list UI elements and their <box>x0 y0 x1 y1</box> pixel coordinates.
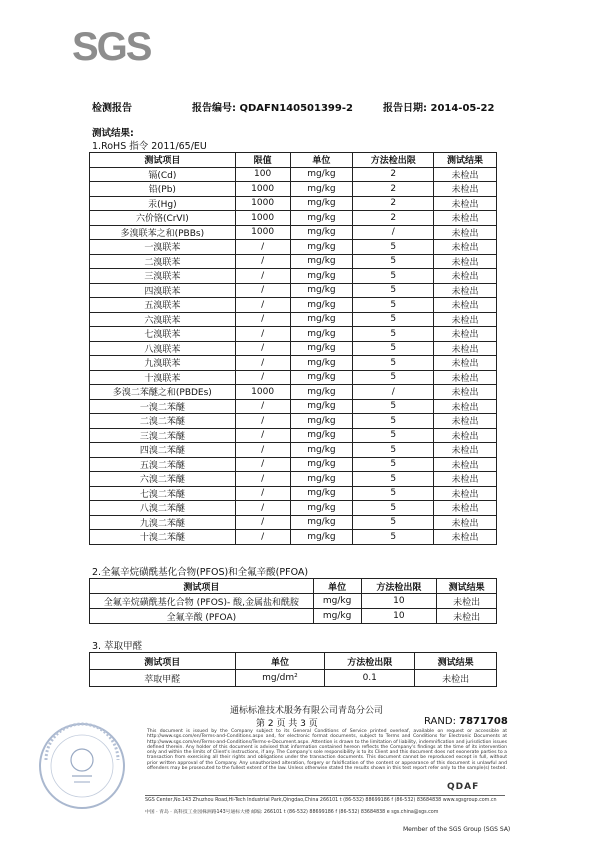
table-cell: mg/kg <box>290 269 353 284</box>
table-row <box>90 196 497 211</box>
table-row <box>90 414 497 429</box>
table-cell: 十溴联苯 <box>90 370 236 385</box>
table-cell: / <box>235 486 290 501</box>
table-cell: / <box>235 501 290 516</box>
table-cell: 未检出 <box>434 327 497 342</box>
table-cell: mg/kg <box>290 283 353 298</box>
table-cell: mg/kg <box>290 225 353 240</box>
section3-title: 3. 萃取甲醛 <box>92 641 143 652</box>
table-cell: 六溴联苯 <box>90 312 236 327</box>
table-cell: mg/kg <box>290 327 353 342</box>
table-cell: 未检出 <box>434 399 497 414</box>
table-cell: 四溴联苯 <box>90 283 236 298</box>
table-cell: 未检出 <box>434 414 497 429</box>
table-row <box>90 594 497 609</box>
table-cell: 未检出 <box>434 370 497 385</box>
rand-value: 7871708 <box>459 716 508 727</box>
table-cell: 5 <box>353 356 434 371</box>
column-header: 方法检出限 <box>325 653 415 670</box>
table-cell: 未检出 <box>434 457 497 472</box>
table-cell: 0.1 <box>325 670 415 687</box>
table-cell: 未检出 <box>434 225 497 240</box>
table-cell: 一溴联苯 <box>90 240 236 255</box>
table-cell: 五溴联苯 <box>90 298 236 313</box>
table-cell: / <box>235 341 290 356</box>
table-cell: 5 <box>353 327 434 342</box>
table-cell: 多溴联苯之和(PBBs) <box>90 225 236 240</box>
table-cell: 未检出 <box>434 254 497 269</box>
table-cell: mg/kg <box>313 609 361 624</box>
table-cell: 2 <box>353 167 434 182</box>
table-cell: 1000 <box>235 225 290 240</box>
table-cell: 未检出 <box>434 211 497 226</box>
table-cell: 未检出 <box>434 312 497 327</box>
table-row <box>90 312 497 327</box>
table-cell: mg/kg <box>290 486 353 501</box>
table-cell: 萃取甲醛 <box>90 670 236 687</box>
table-cell: 5 <box>353 530 434 545</box>
formaldehyde-table <box>89 652 497 687</box>
table-cell: mg/kg <box>290 370 353 385</box>
table-row <box>90 472 497 487</box>
table-cell: 1000 <box>235 182 290 197</box>
table-cell: mg/kg <box>290 341 353 356</box>
table-cell: 未检出 <box>434 356 497 371</box>
column-header: 方法检出限 <box>361 579 437 594</box>
table-header-row <box>90 153 497 168</box>
table-row <box>90 609 497 624</box>
table-row <box>90 356 497 371</box>
table-cell: / <box>353 225 434 240</box>
results-title: 测试结果: <box>92 128 134 139</box>
table-header-row <box>90 653 497 670</box>
legal-disclaimer: This document is issued by the Company subject to its General Conditions of Service printed overleaf, available on request or accessible at http://www.sgs.com/en/Terms-and-Conditions.aspx and, for electronic format documents, subject to Terms and Conditions for Electronic Documents at http://www.sgs.com/en/Terms-and-Conditions/Terms-e-Document.aspx. Attention is drawn to the limitation of liability, indemnification and jurisdiction issues defined therein. Any holder of this document is advised that information contained hereon reflects the Company's findings at the time of its intervention only and within the limits of Client's instructions, if any. The Company's sole responsibility is to its Client and this document does not exonerate parties to a transaction from exercising all their rights and obligations under the transaction documents. This document cannot be reproduced except in full, without prior written approval of the Company. Any unauthorized alteration, forgery or falsification of the content or appearance of this document is unlawful and offenders may be prosecuted to the fullest extent of the law. Unless otherwise stated the results shown in this test report refer only to the sample(s) tested. <box>147 729 507 772</box>
sgs-logo: SGS <box>72 25 151 69</box>
table-cell: / <box>235 370 290 385</box>
table-cell: 未检出 <box>415 670 497 687</box>
table-cell: 2 <box>353 196 434 211</box>
column-header: 单位 <box>235 653 325 670</box>
table-cell: 汞(Hg) <box>90 196 236 211</box>
table-cell: mg/kg <box>290 298 353 313</box>
column-header: 测试结果 <box>415 653 497 670</box>
table-cell: 未检出 <box>434 182 497 197</box>
table-cell: 5 <box>353 341 434 356</box>
table-cell: 5 <box>353 443 434 458</box>
column-header: 单位 <box>313 579 361 594</box>
document-label: 检测报告 <box>92 103 132 114</box>
sgs-group-member: Member of the SGS Group (SGS SA) <box>403 826 511 833</box>
table-cell: / <box>235 399 290 414</box>
table-cell: / <box>235 283 290 298</box>
table-cell: 三溴联苯 <box>90 269 236 284</box>
rohs-table <box>89 152 497 545</box>
column-header: 测试项目 <box>90 653 236 670</box>
table-row <box>90 167 497 182</box>
table-row <box>90 486 497 501</box>
table-cell: 未检出 <box>434 443 497 458</box>
table-cell: 未检出 <box>437 594 497 609</box>
company-name: 通标标准技术服务有限公司青岛分公司 <box>230 706 384 716</box>
table-cell: 未检出 <box>434 486 497 501</box>
table-row <box>90 211 497 226</box>
table-cell: / <box>235 356 290 371</box>
table-cell: mg/kg <box>290 443 353 458</box>
table-row <box>90 457 497 472</box>
table-cell: 10 <box>361 594 437 609</box>
table-cell: 未检出 <box>434 385 497 400</box>
column-header: 测试结果 <box>434 153 497 168</box>
table-cell: 五溴二苯醚 <box>90 457 236 472</box>
table-cell: 未检出 <box>434 167 497 182</box>
table-row <box>90 283 497 298</box>
column-header: 方法检出限 <box>353 153 434 168</box>
report-date: 报告日期: 2014-05-22 <box>383 103 495 114</box>
table-cell: 铅(Pb) <box>90 182 236 197</box>
table-cell: 5 <box>353 399 434 414</box>
table-cell: / <box>235 254 290 269</box>
table-row <box>90 254 497 269</box>
table-cell: 二溴联苯 <box>90 254 236 269</box>
table-row <box>90 182 497 197</box>
table-cell: mg/kg <box>290 196 353 211</box>
table-cell: 一溴二苯醚 <box>90 399 236 414</box>
table-cell: mg/kg <box>290 167 353 182</box>
table-cell: mg/kg <box>290 472 353 487</box>
table-cell: 多溴二苯醚之和(PBDEs) <box>90 385 236 400</box>
table-cell: 5 <box>353 501 434 516</box>
table-cell: 全氟辛酸 (PFOA) <box>90 609 314 624</box>
company-seal-stamp <box>36 720 128 812</box>
table-row <box>90 341 497 356</box>
table-cell: / <box>235 327 290 342</box>
column-header: 测试项目 <box>90 153 236 168</box>
table-cell: mg/kg <box>290 356 353 371</box>
table-row <box>90 298 497 313</box>
table-cell: 5 <box>353 414 434 429</box>
table-cell: 九溴联苯 <box>90 356 236 371</box>
rand-label: RAND: <box>424 716 456 727</box>
table-cell: 1000 <box>235 211 290 226</box>
table-cell: mg/kg <box>290 428 353 443</box>
table-cell: / <box>235 515 290 530</box>
table-cell: 六溴二苯醚 <box>90 472 236 487</box>
table-row <box>90 370 497 385</box>
footer-divider <box>145 795 505 796</box>
table-cell: / <box>235 472 290 487</box>
table-row <box>90 443 497 458</box>
table-cell: 二溴二苯醚 <box>90 414 236 429</box>
table-cell: mg/dm² <box>235 670 325 687</box>
table-cell: mg/kg <box>290 530 353 545</box>
column-header: 测试项目 <box>90 579 314 594</box>
table-cell: / <box>235 312 290 327</box>
table-row <box>90 399 497 414</box>
table-cell: / <box>235 414 290 429</box>
table-cell: / <box>235 240 290 255</box>
report-number: 报告编号: QDAFN140501399-2 <box>192 103 353 114</box>
table-cell: / <box>235 530 290 545</box>
table-cell: 5 <box>353 240 434 255</box>
column-header: 单位 <box>290 153 353 168</box>
table-cell: / <box>235 269 290 284</box>
table-cell: 5 <box>353 370 434 385</box>
table-cell: 未检出 <box>434 196 497 211</box>
table-cell: mg/kg <box>290 457 353 472</box>
table-cell: 未检出 <box>434 283 497 298</box>
pfos-table <box>89 578 497 624</box>
table-cell: 三溴二苯醚 <box>90 428 236 443</box>
table-cell: 5 <box>353 515 434 530</box>
table-cell: mg/kg <box>290 515 353 530</box>
table-cell: 未检出 <box>434 240 497 255</box>
table-cell: / <box>235 443 290 458</box>
table-cell: mg/kg <box>290 240 353 255</box>
table-cell: 四溴二苯醚 <box>90 443 236 458</box>
table-row <box>90 240 497 255</box>
table-cell: 5 <box>353 472 434 487</box>
qdaf-code: QDAF <box>447 782 480 792</box>
table-row <box>90 428 497 443</box>
table-cell: 未检出 <box>434 428 497 443</box>
table-row <box>90 327 497 342</box>
table-cell: 1000 <box>235 196 290 211</box>
table-row <box>90 501 497 516</box>
section1-title: 1.RoHS 指令 2011/65/EU <box>92 141 207 152</box>
table-cell: / <box>353 385 434 400</box>
table-cell: mg/kg <box>290 414 353 429</box>
table-cell: 七溴二苯醚 <box>90 486 236 501</box>
table-cell: 2 <box>353 211 434 226</box>
table-row <box>90 385 497 400</box>
table-cell: 未检出 <box>437 609 497 624</box>
table-cell: mg/kg <box>290 211 353 226</box>
table-cell: mg/kg <box>290 254 353 269</box>
table-cell: mg/kg <box>290 399 353 414</box>
table-cell: 5 <box>353 283 434 298</box>
table-cell: 未检出 <box>434 341 497 356</box>
table-cell: 镉(Cd) <box>90 167 236 182</box>
table-cell: mg/kg <box>313 594 361 609</box>
table-cell: 未检出 <box>434 515 497 530</box>
table-cell: 5 <box>353 298 434 313</box>
table-cell: 八溴二苯醚 <box>90 501 236 516</box>
table-row <box>90 670 497 687</box>
table-cell: 十溴二苯醚 <box>90 530 236 545</box>
column-header: 测试结果 <box>437 579 497 594</box>
table-cell: 未检出 <box>434 298 497 313</box>
table-cell: mg/kg <box>290 501 353 516</box>
table-cell: / <box>235 428 290 443</box>
table-cell: 5 <box>353 486 434 501</box>
table-cell: 九溴二苯醚 <box>90 515 236 530</box>
table-cell: 5 <box>353 312 434 327</box>
table-cell: 六价铬(CrVI) <box>90 211 236 226</box>
table-cell: / <box>235 457 290 472</box>
table-row <box>90 515 497 530</box>
section2-title: 2.全氟辛烷磺酰基化合物(PFOS)和全氟辛酸(PFOA) <box>92 567 309 578</box>
table-header-row <box>90 579 497 594</box>
table-cell: mg/kg <box>290 312 353 327</box>
table-cell: mg/kg <box>290 385 353 400</box>
rand-code <box>424 716 508 727</box>
table-cell: 全氟辛烷磺酰基化合物 (PFOS)- 酸,金属盐和酰胺 <box>90 594 314 609</box>
contact-line-chinese: 中国 · 青岛 · 高科技工业园株洲路143号通标大楼 邮编: 266101 t (86-532) 88699186 f (86-532) 83684838 e sgs.china@sgs.com <box>145 810 439 815</box>
table-cell: 5 <box>353 428 434 443</box>
table-cell: 未检出 <box>434 269 497 284</box>
column-header: 限值 <box>235 153 290 168</box>
table-cell: 七溴联苯 <box>90 327 236 342</box>
table-cell: mg/kg <box>290 182 353 197</box>
table-cell: 未检出 <box>434 501 497 516</box>
table-row <box>90 269 497 284</box>
table-cell: 2 <box>353 182 434 197</box>
table-cell: 未检出 <box>434 472 497 487</box>
contact-line-english: SGS Center,No.143 Zhuzhou Road,Hi-Tech Industrial Park,Qingdao,China 266101 t (86-532) 88699186 f (86-532) 83684838 www.sgsgroup.com.cn <box>145 798 497 803</box>
table-row <box>90 225 497 240</box>
table-cell: 八溴联苯 <box>90 341 236 356</box>
table-cell: 10 <box>361 609 437 624</box>
table-cell: 5 <box>353 254 434 269</box>
table-cell: 100 <box>235 167 290 182</box>
table-cell: 1000 <box>235 385 290 400</box>
table-cell: / <box>235 298 290 313</box>
table-cell: 5 <box>353 457 434 472</box>
page-indicator: 第 2 页 共 3 页 <box>256 719 318 729</box>
table-row <box>90 530 497 545</box>
table-cell: 未检出 <box>434 530 497 545</box>
table-cell: 5 <box>353 269 434 284</box>
